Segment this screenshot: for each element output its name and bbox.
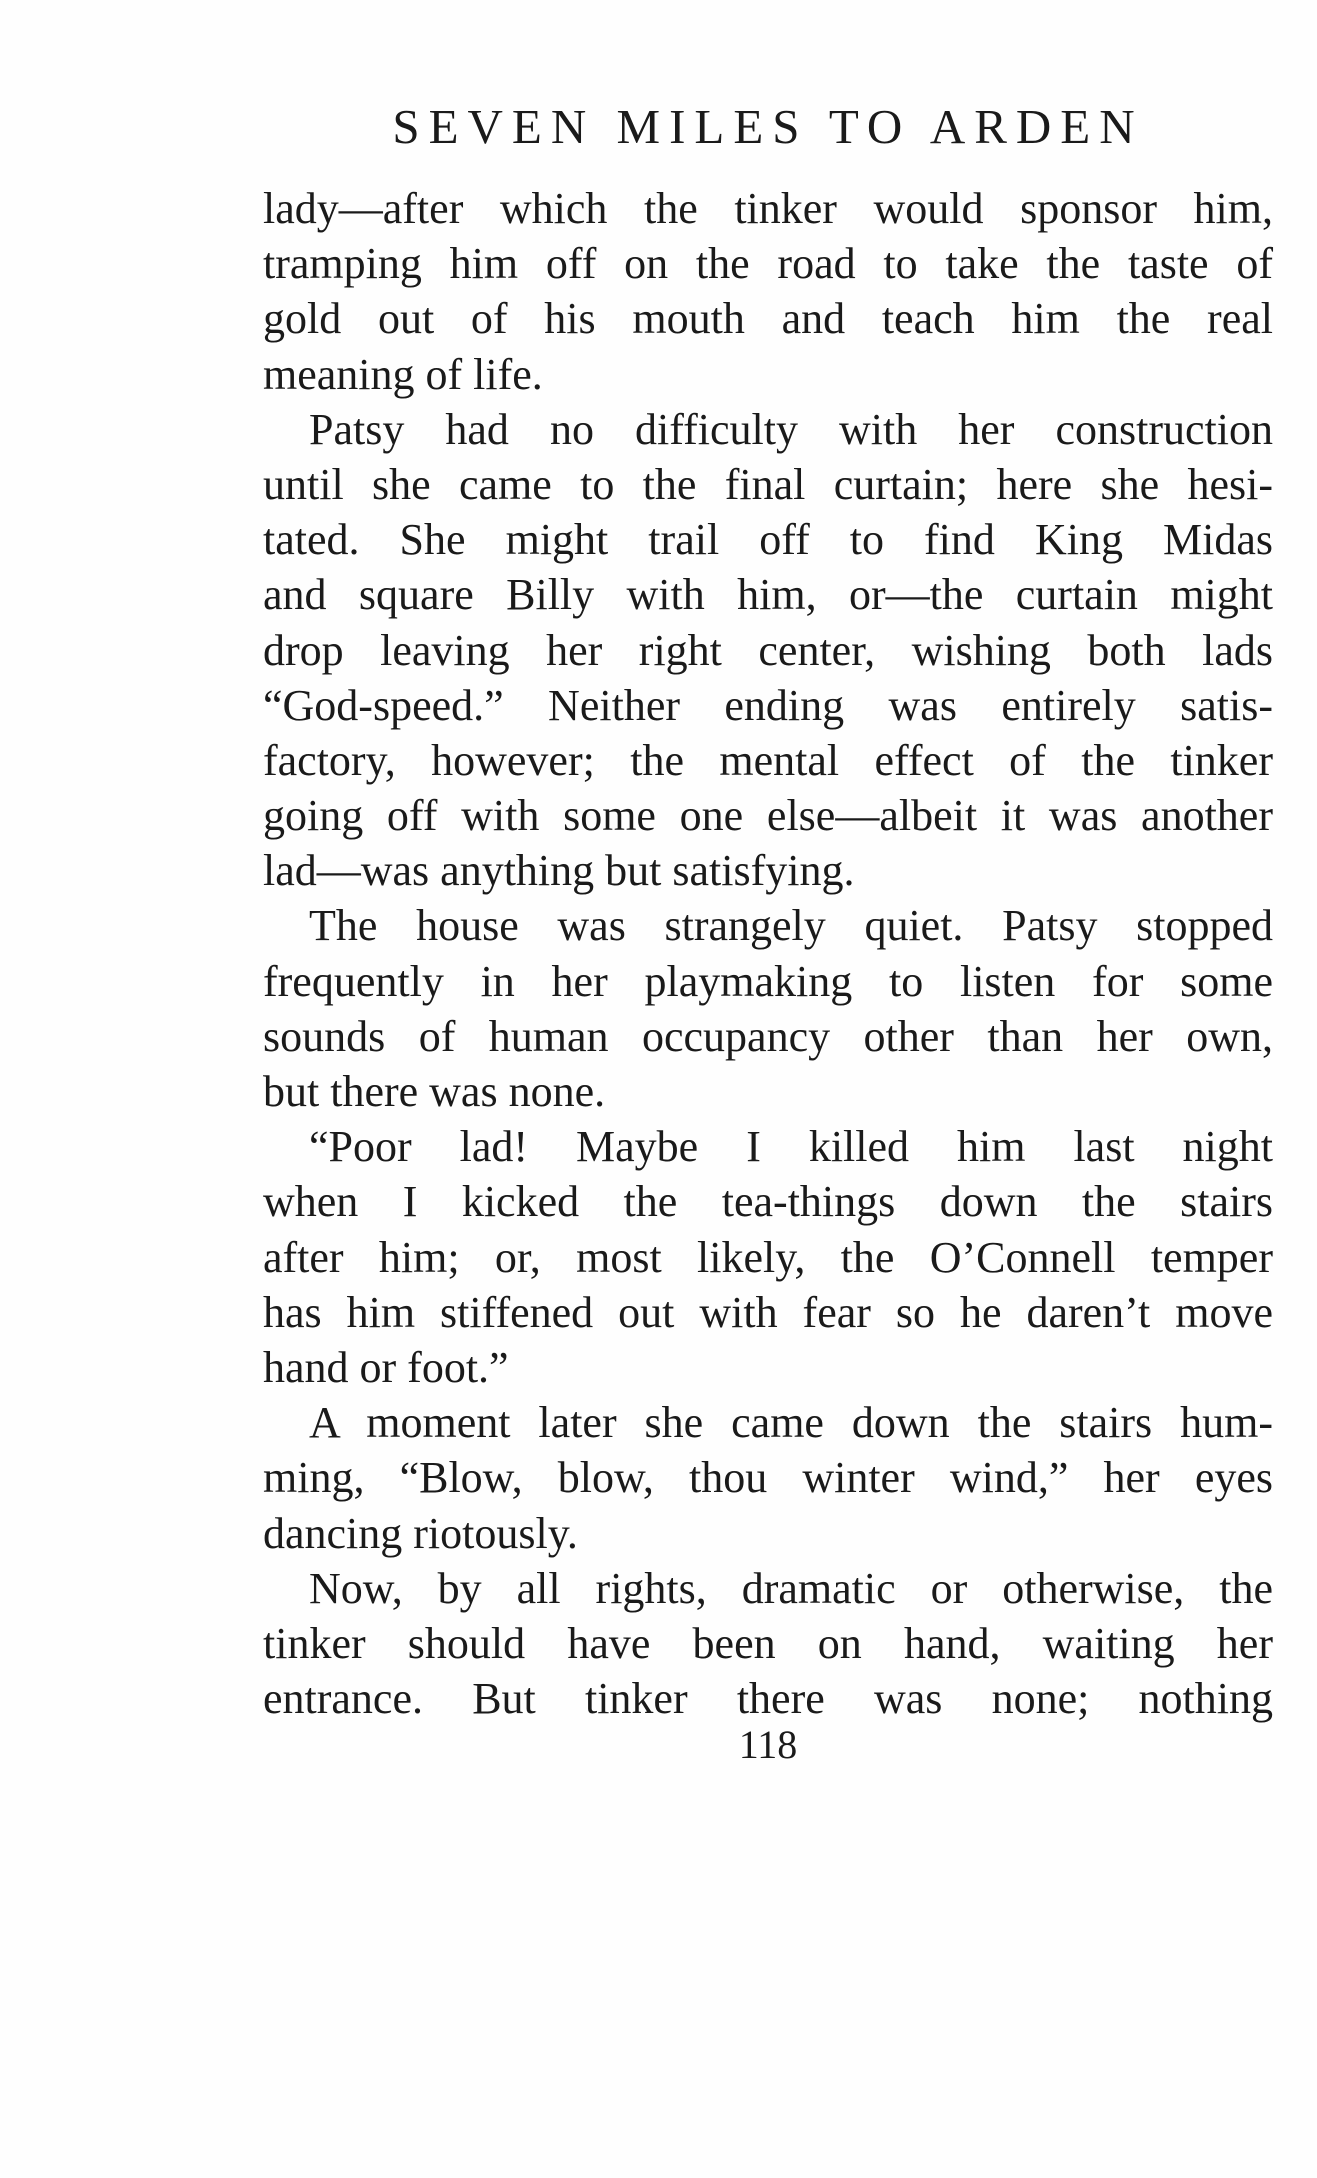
text-line: sounds of human occupancy other than her own, <box>263 1011 1273 1061</box>
text-line: meaning of life. <box>263 349 543 399</box>
text-line: until she came to the final curtain; here she hesi- <box>263 459 1273 509</box>
text-line: gold out of his mouth and teach him the real <box>263 294 1273 344</box>
text-line: when I kicked the tea-things down the stairs <box>263 1177 1273 1227</box>
text-line: has him stiffened out with fear so he daren’t move <box>263 1287 1273 1337</box>
text-line: after him; or, most likely, the O’Connell temper <box>263 1232 1273 1282</box>
page-number: 118 <box>738 1722 798 1767</box>
text-line: Now, by all rights, dramatic or otherwise, the <box>309 1563 1273 1613</box>
text-line: lady—after which the tinker would sponsor him, <box>263 184 1273 233</box>
text-line: going off with some one else—albeit it was another <box>263 791 1273 841</box>
body-text <box>263 181 1273 1726</box>
paragraph-6 <box>263 1561 1273 1727</box>
text-line: and square Billy with him, or—the curtain might <box>263 570 1273 620</box>
text-line: tramping him off on the road to take the taste of <box>263 239 1273 289</box>
running-head: SEVEN MILES TO ARDEN <box>392 99 1144 154</box>
text-line: ming, “Blow, blow, thou winter wind,” her eyes <box>263 1453 1273 1503</box>
paragraph-1 <box>263 181 1273 402</box>
text-line: frequently in her playmaking to listen for some <box>263 956 1273 1006</box>
text-line: Patsy had no difficulty with her construction <box>309 404 1273 454</box>
text-line: factory, however; the mental effect of the tinker <box>263 735 1273 785</box>
text-line: tinker should have been on hand, waiting her <box>263 1618 1273 1668</box>
paragraph-2 <box>263 402 1273 899</box>
text-line: dancing riotously. <box>263 1508 578 1558</box>
paragraph-4 <box>263 1119 1273 1395</box>
text-line: but there was none. <box>263 1067 606 1116</box>
paragraph-3 <box>263 898 1273 1119</box>
paragraph-5 <box>263 1395 1273 1561</box>
text-line: “God-speed.” Neither ending was entirely satis- <box>263 680 1273 730</box>
text-line: lad—was anything but satisfying. <box>263 846 855 896</box>
text-line: The house was strangely quiet. Patsy stopped <box>309 901 1273 951</box>
text-line: tated. She might trail off to find King Midas <box>263 515 1273 565</box>
text-line: A moment later she came down the stairs hum- <box>309 1398 1273 1448</box>
text-line: drop leaving her right center, wishing both lads <box>263 625 1273 675</box>
text-line: “Poor lad! Maybe I killed him last night <box>309 1122 1273 1172</box>
text-line: hand or foot.” <box>263 1342 509 1392</box>
text-line: entrance. But tinker there was none; nothing <box>263 1674 1273 1724</box>
